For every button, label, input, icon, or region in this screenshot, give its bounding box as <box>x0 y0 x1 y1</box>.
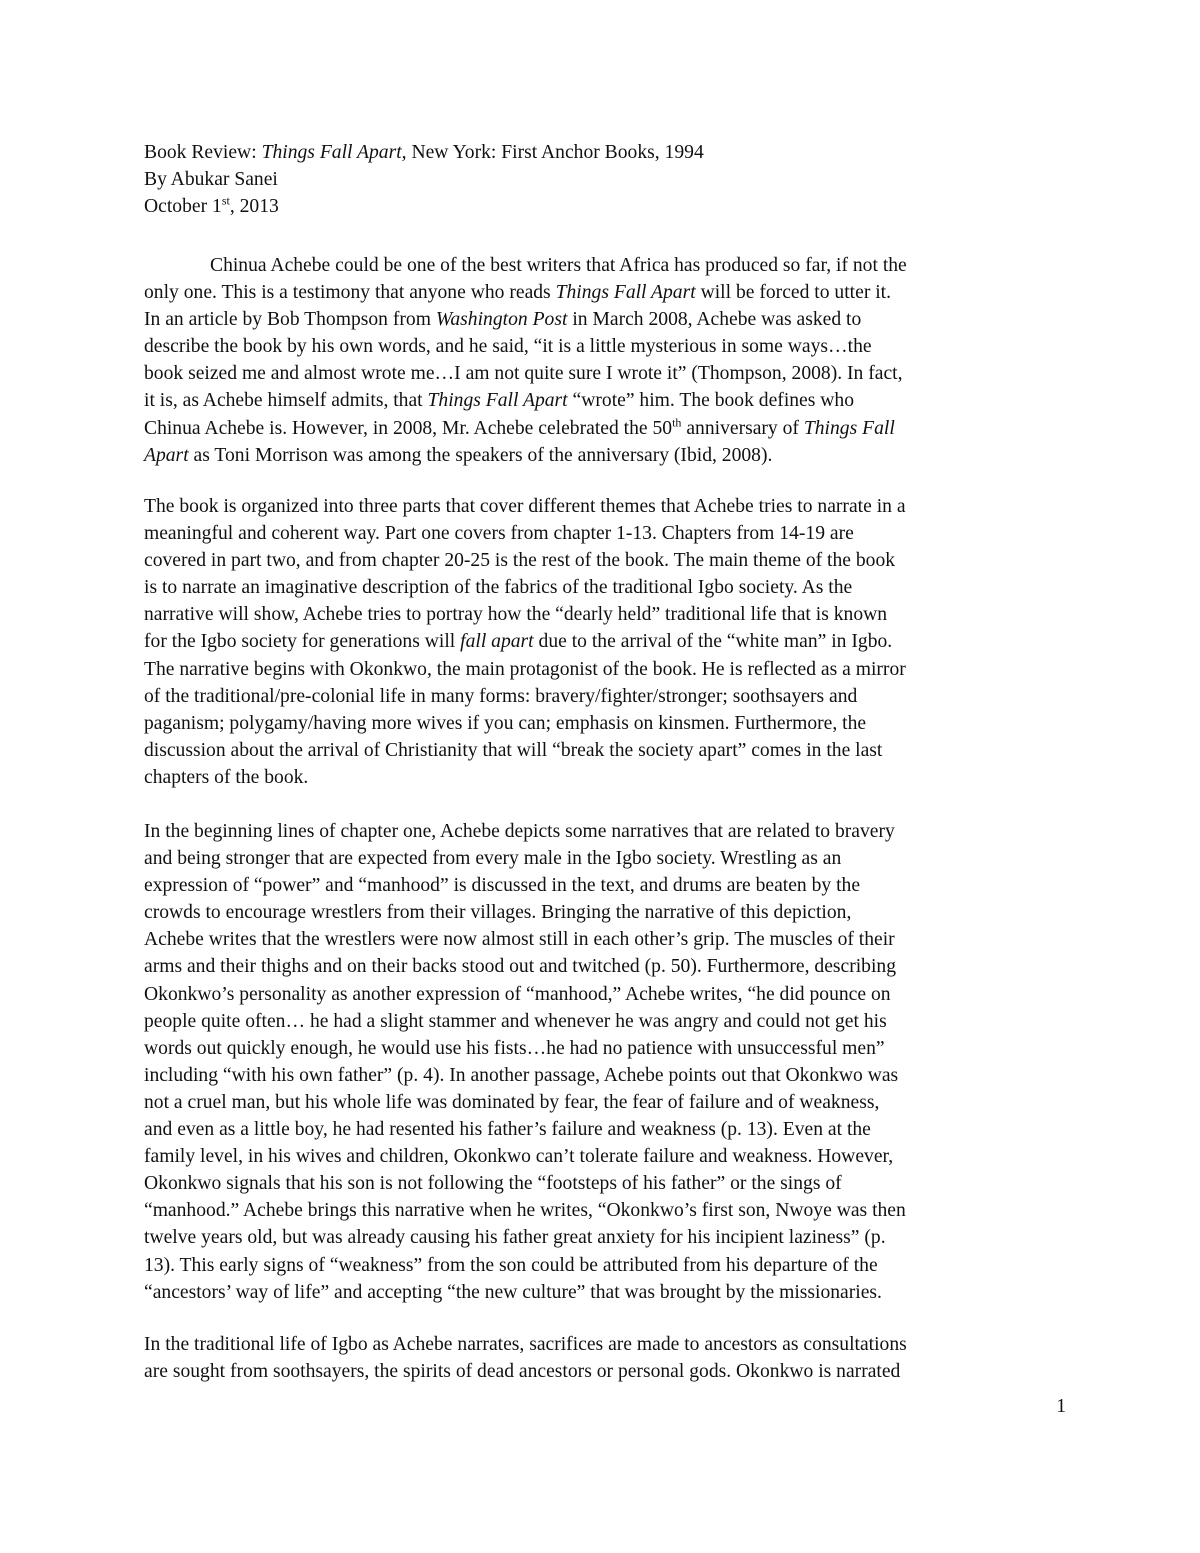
byline: By Abukar Sanei <box>144 169 278 191</box>
text-line: chapters of the book. <box>144 766 309 788</box>
text-line: “ancestors’ way of life” and accepting “the new culture” that was brought by the missionaries. <box>144 1281 882 1303</box>
text-line: Chinua Achebe could be one of the best writers that Africa has produced so far, if not the <box>210 255 907 276</box>
text-line: paganism; polygamy/having more wives if you can; emphasis on kinsmen. Furthermore, the <box>144 712 867 734</box>
review-title: Book Review: Things Fall Apart, New York: First Anchor Books, 1994 <box>144 142 704 163</box>
text-line: Apart as Toni Morrison was among the speakers of the anniversary (Ibid, 2008). <box>144 444 773 466</box>
text-line: book seized me and almost wrote me…I am not quite sure I wrote it” (Thompson, 2008). In fact, <box>144 363 903 385</box>
text-line: In the traditional life of Igbo as Achebe narrates, sacrifices are made to ancestors as consultations <box>144 1334 907 1355</box>
text-line: it is, as Achebe himself admits, that Things Fall Apart “wrote” him. The book defines who <box>144 390 855 412</box>
text-line: crowds to encourage wrestlers from their villages. Bringing the narrative of this depiction, <box>144 902 852 924</box>
paragraph-3 <box>144 818 1062 1306</box>
text-line: only one. This is a testimony that anyone who reads Things Fall Apart will be forced to utter it. <box>144 282 892 304</box>
text-line: meaningful and coherent way. Part one covers from chapter 1-13. Chapters from 14-19 are <box>144 523 854 545</box>
text-line: and even as a little boy, he had resented his father’s failure and weakness (p. 13). Even at the <box>144 1119 871 1141</box>
paragraph-1 <box>144 252 1062 469</box>
text-line: not a cruel man, but his whole life was dominated by fear, the fear of failure and of weakness, <box>144 1091 880 1113</box>
text-line: twelve years old, but was already causing his father great anxiety for his incipient laziness” (p. <box>144 1227 886 1249</box>
text-line: In an article by Bob Thompson from Washington Post in March 2008, Achebe was asked to <box>144 309 862 331</box>
text-line: “manhood.” Achebe brings this narrative when he writes, “Okonkwo’s first son, Nwoye was then <box>144 1200 906 1222</box>
text-line: and being stronger that are expected from every male in the Igbo society. Wrestling as an <box>144 848 842 870</box>
text-line: expression of “power” and “manhood” is discussed in the text, and drums are beaten by the <box>144 875 861 897</box>
text-line: In the beginning lines of chapter one, Achebe depicts some narratives that are related to bravery <box>144 821 895 842</box>
book-title: Things Fall Apart, <box>261 142 407 163</box>
paragraph-2 <box>144 493 1062 791</box>
text-line: describe the book by his own words, and he said, “it is a little mysterious in some ways…the <box>144 336 872 358</box>
paragraph-4 <box>144 1331 1062 1385</box>
text-line: people quite often… he had a slight stammer and whenever he was angry and could not get his <box>144 1010 887 1032</box>
page-number: 1 <box>1056 1396 1066 1417</box>
text-line: discussion about the arrival of Christianity that will “break the society apart” comes in the last <box>144 739 883 761</box>
text-line: Achebe writes that the wrestlers were now almost still in each other’s grip. The muscles of their <box>144 929 895 951</box>
text-line: 13). This early signs of “weakness” from the son could be attributed from his departure of the <box>144 1254 878 1276</box>
text-line: are sought from soothsayers, the spirits of dead ancestors or personal gods. Okonkwo is narrated <box>144 1361 901 1383</box>
text-line: family level, in his wives and children, Okonkwo can’t tolerate failure and weakness. However, <box>144 1146 894 1168</box>
text-line: of the traditional/pre-colonial life in many forms: bravery/fighter/stronger; soothsayers and <box>144 685 858 707</box>
review-header <box>144 139 1062 220</box>
text-line: covered in part two, and from chapter 20-25 is the rest of the book. The main theme of the book <box>144 550 896 572</box>
text-line: is to narrate an imaginative description of the fabrics of the traditional Igbo society. As the <box>144 577 853 599</box>
text-line: narrative will show, Achebe tries to portray how the “dearly held” traditional life that is known <box>144 604 888 626</box>
text-line: The book is organized into three parts that cover different themes that Achebe tries to narrate in a <box>144 496 906 517</box>
review-date: October 1st, 2013 <box>144 193 279 218</box>
text-line: Okonkwo signals that his son is not following the “footsteps of his father” or the sings of <box>144 1173 842 1195</box>
text-line: Chinua Achebe is. However, in 2008, Mr. Achebe celebrated the 50th anniversary of Things Fall <box>144 415 895 439</box>
text-line: arms and their thighs and on their backs stood out and twitched (p. 50). Furthermore, describing <box>144 956 897 978</box>
text-line: including “with his own father” (p. 4). In another passage, Achebe points out that Okonkwo was <box>144 1064 899 1086</box>
text-line: The narrative begins with Okonkwo, the main protagonist of the book. He is reflected as a mirror <box>144 658 906 680</box>
text-line: words out quickly enough, he would use his fists…he had no patience with unsuccessful men” <box>144 1037 885 1059</box>
text-line: for the Igbo society for generations will fall apart due to the arrival of the “white man” in Igbo. <box>144 631 893 653</box>
text-line: Okonkwo’s personality as another expression of “manhood,” Achebe writes, “he did pounce on <box>144 983 891 1005</box>
